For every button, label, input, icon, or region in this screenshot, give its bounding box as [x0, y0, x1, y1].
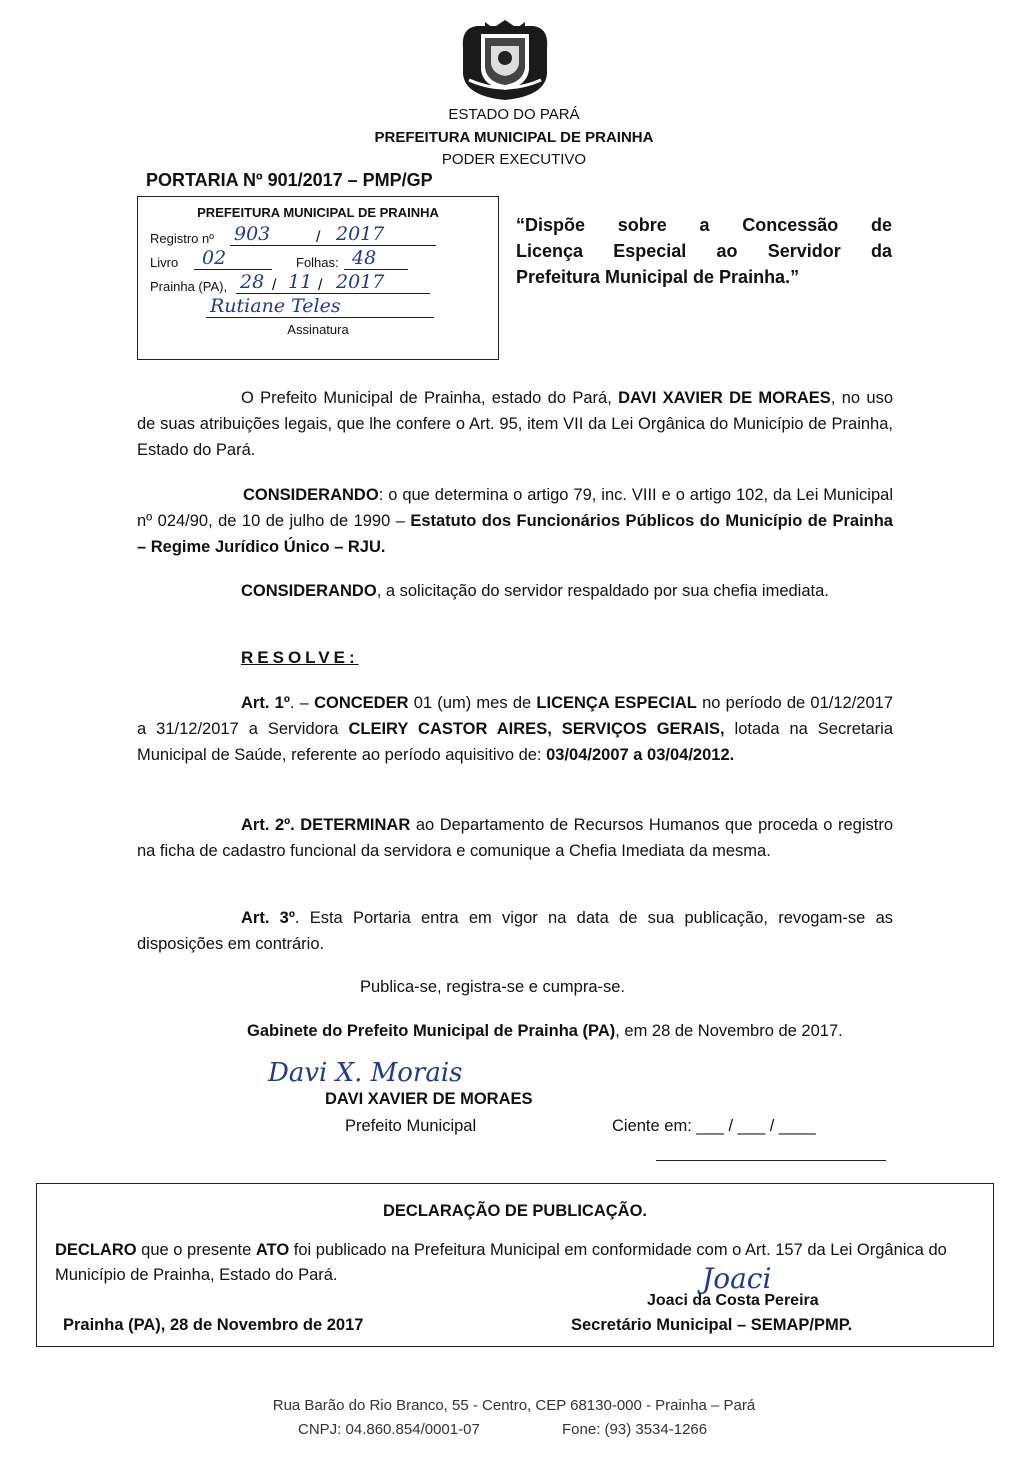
stamp-livro-label: Livro	[150, 255, 179, 270]
stamp-title: PREFEITURA MUNICIPAL DE PRAINHA	[197, 205, 439, 220]
declaration-title: DECLARAÇÃO DE PUBLICAÇÃO.	[383, 1202, 647, 1220]
ementa-line-1: “Dispõe sobre a Concessão de	[516, 215, 892, 235]
declaration-box	[36, 1183, 994, 1347]
resolve-heading: RESOLVE:	[241, 648, 359, 667]
ciente-signature-line	[656, 1160, 886, 1161]
declaration-date: Prainha (PA), 28 de Novembro de 2017	[63, 1316, 364, 1334]
stamp-date-label: Prainha (PA),	[150, 279, 228, 294]
footer-cnpj: CNPJ: 04.860.854/0001-07	[298, 1421, 480, 1438]
ciente-field: Ciente em: ___ / ___ / ____	[612, 1117, 816, 1135]
preamble-paragraph: O Prefeito Municipal de Prainha, estado do Pará, DAVI XAVIER DE MORAES, no uso de suas atribuições legais, que lhe confere o Art. 95, item VII da Lei Orgânica do Município de Prainha, Estado do Pará.	[137, 389, 894, 459]
ementa	[516, 212, 892, 290]
stamp-folhas-value: 48	[352, 247, 377, 269]
article-1-paragraph: Art. 1º. – CONCEDER 01 (um) mes de LICENÇA ESPECIAL no período de 01/12/2017 a 31/12/2017 a Servidora CLEIRY CASTOR AIRES, SERVIÇOS GERAIS, lotada na Secretaria Municipal de Saúde, referente ao período aquisitivo de: 03/04/2007 a 03/04/2012.	[137, 694, 894, 764]
ementa-line-3: Prefeitura Municipal de Prainha.”	[516, 267, 800, 287]
portaria-number: PORTARIA Nº 901/2017 – PMP/GP	[146, 170, 433, 190]
footer-address: Rua Barão do Rio Branco, 55 - Centro, CEP 68130-000 - Prainha – Pará	[272, 1397, 756, 1414]
secretary-role: Secretário Municipal – SEMAP/PMP.	[571, 1316, 853, 1334]
servidora-name: CLEIRY CASTOR AIRES, SERVIÇOS GERAIS,	[348, 720, 725, 738]
gabinete-paragraph: Gabinete do Prefeito Municipal de Prainha (PA), em 28 de Novembro de 2017.	[247, 1022, 843, 1040]
stamp-signature-label: Assinatura	[287, 322, 349, 337]
stamp-livro-value: 02	[202, 247, 227, 269]
mayor-signature: Davi X. Morais	[268, 1058, 463, 1088]
stamp-signature: Rutiane Teles	[210, 295, 341, 317]
article-3-paragraph: Art. 3º. Esta Portaria entra em vigor na data de sua publicação, revogam-se as disposições em contrário.	[137, 909, 893, 953]
mayor-name: DAVI XAVIER DE MORAES	[618, 389, 831, 407]
poder-heading: PODER EXECUTIVO	[441, 151, 587, 168]
considerando-2-paragraph: CONSIDERANDO, a solicitação do servidor respaldado por sua chefia imediata.	[241, 582, 829, 600]
secretary-name: Joaci da Costa Pereira	[647, 1292, 819, 1309]
declaration-text: DECLARO que o presente ATO foi publicado na Prefeitura Municipal em conformidade com o Art. 157 da Lei Orgânica do Município de Prainha, Estado do Pará.	[55, 1241, 947, 1284]
stamp-registro-label: Registro nº	[150, 231, 214, 246]
stamp-registro-year: 2017	[336, 223, 385, 245]
stamp-date-day: 28	[240, 271, 265, 293]
article-2-paragraph: Art. 2º. DETERMINAR ao Departamento de Recursos Humanos que proceda o registro na ficha de cadastro funcional da servidora e comunique a Chefia Imediata da mesma.	[137, 816, 894, 860]
footer-phone: Fone: (93) 3534-1266	[562, 1421, 708, 1438]
stamp-date-month: 11	[288, 271, 313, 293]
municipal-seal-emblem	[455, 18, 555, 102]
publica-line: Publica-se, registra-se e cumpra-se.	[360, 978, 626, 996]
secretary-signature: Joaci	[702, 1262, 772, 1295]
stamp-registro-number: 903	[234, 223, 271, 245]
ementa-line-2: Licença Especial ao Servidor da	[516, 241, 892, 261]
prefeitura-heading: PREFEITURA MUNICIPAL DE PRAINHA	[374, 129, 654, 146]
signer-name: DAVI XAVIER DE MORAES	[325, 1090, 533, 1108]
stamp-date-year: 2017	[336, 271, 385, 293]
state-heading: ESTADO DO PARÁ	[448, 106, 580, 123]
stamp-folhas-label: Folhas:	[296, 255, 339, 270]
considerando-1-paragraph: CONSIDERANDO: o que determina o artigo 79, inc. VIII e o artigo 102, da Lei Municipal nº 024/90, de 10 de julho de 1990 – Estatuto dos Funcionários Públicos do Município de Prainha – Regime Jurídico Único – RJU.	[137, 486, 893, 556]
signer-role: Prefeito Municipal	[345, 1117, 477, 1135]
registration-stamp: PREFEITURA MUNICIPAL DE PRAINHA Registro nº 903 / 2017 Livro 02 Folhas: 48 Prainha (PA), 28 / 11 / 2017 Rutiane Teles Assinatura	[137, 196, 499, 360]
